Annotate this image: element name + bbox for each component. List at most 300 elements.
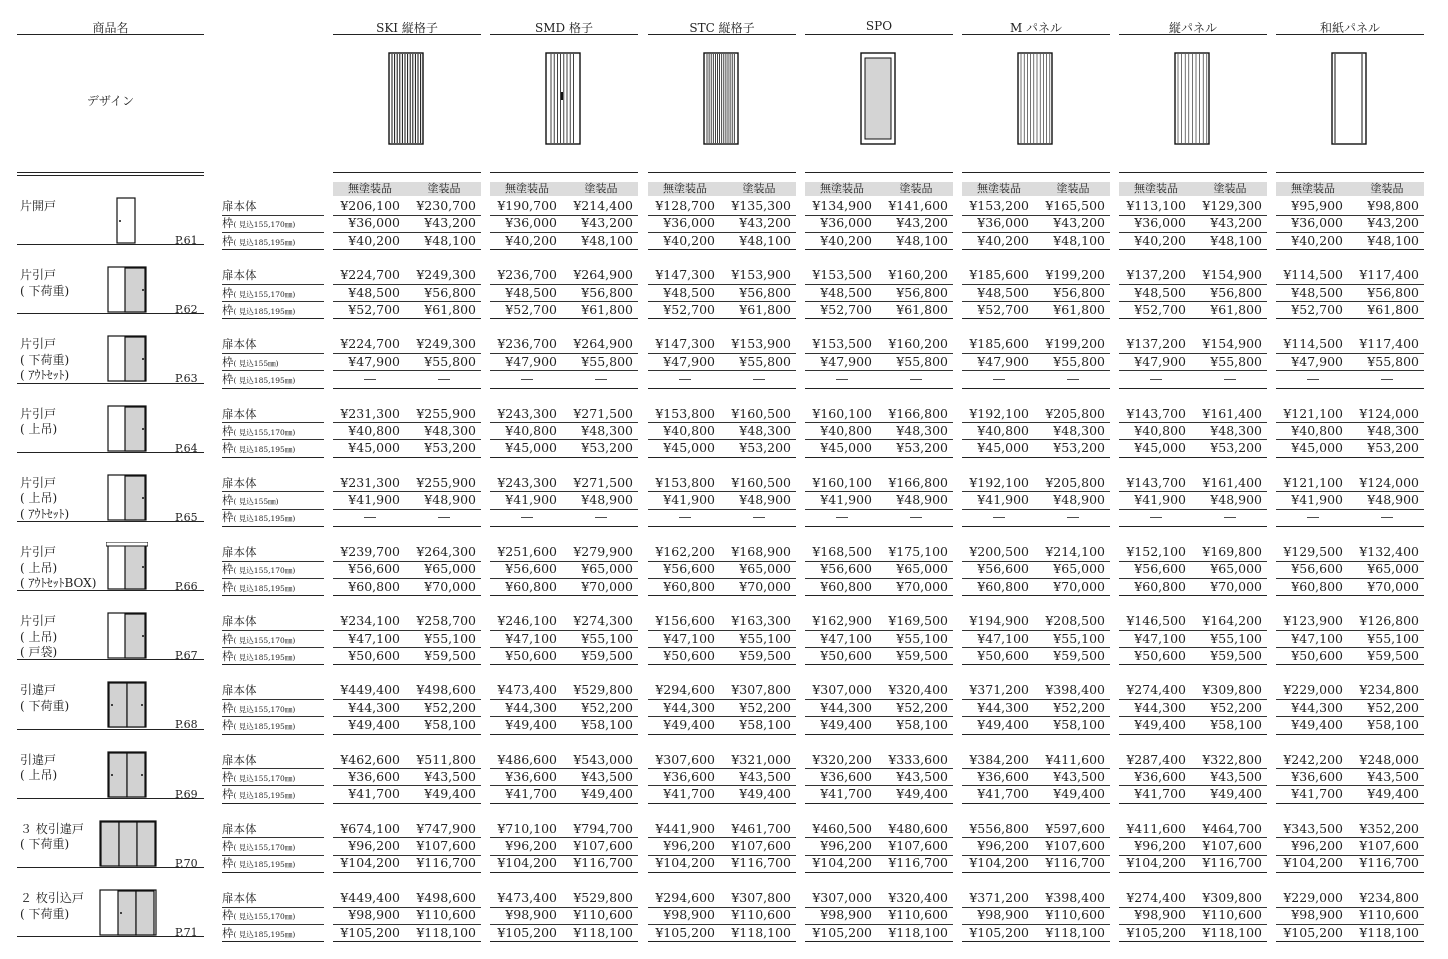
painted-price: ¥249,300 [416, 336, 476, 352]
row-label-rule [222, 318, 324, 319]
design-bottom-rule [1119, 172, 1267, 173]
unpainted-price: ¥229,000 [1283, 682, 1343, 698]
door-design-svg [1017, 52, 1055, 146]
painted-price: ¥110,600 [731, 907, 791, 923]
painted-price: ¥255,900 [416, 474, 476, 490]
row-label [222, 891, 257, 905]
unpainted-price: ¥104,200 [497, 855, 557, 871]
row-label-rule [222, 526, 324, 527]
painted-price: ¥511,800 [416, 751, 476, 767]
price-row-rule [490, 388, 638, 389]
price-row-rule [1119, 249, 1267, 250]
unpainted-price: ¥44,300 [505, 699, 557, 715]
design-bottom-rule [962, 172, 1110, 173]
painted-price: ¥49,400 [424, 786, 476, 802]
unpainted-price: ¥41,900 [505, 492, 557, 508]
row-label [222, 632, 295, 648]
painted-price: ― [910, 372, 922, 386]
painted-price: ¥49,400 [1053, 786, 1105, 802]
unpainted-price: ¥52,700 [348, 301, 400, 317]
row-label-main: 扉本体 [222, 475, 257, 490]
painted-price: ¥118,100 [888, 924, 948, 940]
painted-price: ¥597,600 [1045, 820, 1105, 836]
painted-price: ― [1224, 510, 1236, 525]
unpainted-price: ¥224,700 [340, 336, 400, 352]
painted-price: ¥49,400 [1367, 786, 1419, 802]
unpainted-price: ¥231,300 [340, 405, 400, 421]
unpainted-label: 無塗装品 [348, 182, 392, 195]
price-row-rule [490, 249, 638, 250]
row-label-main: 枠 [222, 856, 234, 871]
row-label-main: 枠 [222, 787, 234, 802]
bottom-rule-design [17, 172, 204, 173]
unpainted-price: ¥343,500 [1283, 820, 1343, 836]
painted-price: ¥43,500 [581, 768, 633, 784]
unpainted-price: ¥239,700 [340, 544, 400, 559]
painted-price: ¥794,700 [573, 820, 633, 836]
unpainted-price: ¥49,400 [505, 717, 557, 732]
painted-price: ¥43,500 [424, 768, 476, 784]
price-row-rule [805, 803, 953, 804]
painted-price: ¥116,700 [573, 855, 633, 871]
painted-price: ¥65,000 [581, 561, 633, 577]
painted-price: ¥48,300 [896, 422, 948, 438]
painted-price: ― [753, 372, 765, 386]
unpainted-price: ¥147,300 [655, 267, 715, 283]
unpainted-price: ¥556,800 [969, 820, 1029, 836]
price-row-rule [1276, 457, 1424, 458]
unpainted-price: ¥45,000 [663, 440, 715, 456]
painted-price: ¥55,800 [1367, 353, 1419, 369]
product-name-line: ( 下荷重) [20, 352, 70, 367]
unpainted-price: ¥44,300 [977, 699, 1029, 715]
unpainted-price: ¥152,100 [1126, 544, 1186, 559]
unpainted-price: ¥47,100 [1134, 630, 1186, 646]
unpainted-price: ¥40,800 [505, 422, 557, 438]
unpainted-price: ¥307,000 [812, 682, 872, 698]
painted-price: ¥65,000 [739, 561, 791, 577]
row-label-main: 枠 [222, 908, 234, 923]
price-row-rule [1276, 803, 1424, 804]
door-type-svg [106, 196, 148, 246]
row-label [222, 286, 295, 302]
unpainted-price: ¥45,000 [1291, 440, 1343, 456]
finish-subheader [490, 182, 638, 196]
unpainted-price: ¥36,000 [820, 215, 872, 231]
unpainted-price: ¥36,600 [1134, 768, 1186, 784]
price-row-rule [805, 595, 953, 596]
unpainted-price: ― [1307, 372, 1319, 386]
unpainted-price: ¥162,200 [655, 544, 715, 559]
painted-price: ¥48,900 [896, 492, 948, 508]
painted-price: ¥116,700 [888, 855, 948, 871]
painted-price: ¥175,100 [888, 544, 948, 559]
painted-price: ¥161,400 [1202, 405, 1262, 421]
painted-price: ¥160,500 [731, 474, 791, 490]
unpainted-price: ¥49,400 [1134, 717, 1186, 732]
product-name-line: ( 戸袋) [20, 645, 58, 660]
unpainted-price: ¥47,100 [505, 630, 557, 646]
unpainted-price: ¥56,600 [348, 561, 400, 577]
finish-subheader [805, 182, 953, 196]
painted-label: 塗装品 [1056, 182, 1090, 195]
unpainted-price: ¥231,300 [340, 474, 400, 490]
unpainted-price: ¥44,300 [348, 699, 400, 715]
unpainted-price: ¥40,200 [1291, 232, 1343, 248]
painted-price: ¥116,700 [1045, 855, 1105, 871]
unpainted-price: ¥274,400 [1126, 682, 1186, 698]
unpainted-price: ¥160,100 [812, 474, 872, 490]
unpainted-price: ¥52,700 [505, 301, 557, 317]
row-label-rule [222, 595, 324, 596]
product-name-line: ３ 枚引違戸 [20, 821, 84, 836]
unpainted-price: ¥50,600 [977, 647, 1029, 663]
product-name-line: ( 上吊) [20, 560, 58, 575]
painted-price: ¥107,600 [888, 838, 948, 854]
row-label-note: ( 見込185,195㎜) [233, 237, 296, 247]
unpainted-price: ¥105,200 [1283, 924, 1343, 940]
row-label-main: 枠 [222, 579, 234, 594]
unpainted-price: ¥36,600 [1291, 768, 1343, 784]
painted-price: ― [910, 510, 922, 525]
design-drawing-dense-vertical-icon [388, 52, 426, 146]
painted-price: ¥118,100 [1359, 924, 1419, 940]
unpainted-price: ¥121,100 [1283, 474, 1343, 490]
painted-price: ¥164,200 [1202, 613, 1262, 629]
price-row-rule [805, 941, 953, 942]
row-label-note: ( 見込155,170㎜) [233, 912, 296, 922]
painted-price: ¥59,500 [1053, 647, 1105, 663]
row-label-main: 枠 [222, 510, 234, 525]
unpainted-price: ¥143,700 [1126, 405, 1186, 421]
painted-price: ¥135,300 [731, 198, 791, 213]
price-row-rule [1276, 941, 1424, 942]
price-row-rule [962, 872, 1110, 873]
unpainted-price: ― [364, 372, 376, 386]
row-label [222, 614, 257, 628]
unpainted-price: ¥294,600 [655, 682, 715, 698]
unpainted-price: ¥50,600 [820, 647, 872, 663]
unpainted-price: ¥50,600 [348, 647, 400, 663]
unpainted-price: ¥49,400 [348, 717, 400, 732]
painted-price: ¥48,900 [424, 492, 476, 508]
unpainted-price: ¥123,900 [1283, 613, 1343, 629]
unpainted-price: ¥41,700 [505, 786, 557, 802]
design-name: 和紙パネル [1319, 21, 1380, 35]
product-name-line: 片引戸 [20, 545, 57, 559]
unpainted-price: ¥128,700 [655, 198, 715, 213]
door-type-swing-icon [106, 196, 148, 246]
unpainted-price: ¥50,600 [663, 647, 715, 663]
design-name: 縦パネル [1168, 21, 1217, 35]
price-row-rule [1119, 872, 1267, 873]
row-label-note: ( 見込185,195㎜) [233, 514, 296, 524]
painted-price: ¥53,200 [1210, 440, 1262, 456]
painted-price: ¥264,900 [573, 336, 633, 352]
product-name-line: ( ｱｳﾄｾｯﾄ) [20, 368, 70, 383]
unpainted-price: ¥200,500 [969, 544, 1029, 559]
painted-price: ¥55,800 [739, 353, 791, 369]
unpainted-price: ¥251,600 [497, 544, 557, 559]
unpainted-price: ¥48,500 [820, 284, 872, 300]
row-label-note: ( 見込155,170㎜) [233, 427, 296, 437]
row-label [222, 372, 295, 388]
painted-price: ¥230,700 [416, 198, 476, 213]
unpainted-price: ¥287,400 [1126, 751, 1186, 767]
painted-price: ¥56,800 [739, 284, 791, 300]
unpainted-price: ¥40,200 [663, 232, 715, 248]
unpainted-price: ¥294,600 [655, 890, 715, 905]
door-type-slide-icon [106, 611, 148, 661]
unpainted-price: ¥674,100 [340, 820, 400, 836]
price-row-rule [805, 664, 953, 665]
row-label-main: 扉本体 [222, 821, 257, 836]
price-row-rule [962, 249, 1110, 250]
painted-label: 塗装品 [584, 182, 618, 195]
painted-price: ¥117,400 [1359, 267, 1419, 283]
unpainted-price: ¥190,700 [497, 198, 557, 213]
door-type-slide-box-icon [106, 542, 148, 592]
product-name-line: ( ｱｳﾄｾｯﾄBOX) [20, 576, 97, 590]
unpainted-price: ¥45,000 [977, 440, 1029, 456]
row-label-main: 枠 [222, 216, 234, 231]
row-label-main: 枠 [222, 372, 234, 386]
price-row-rule [1276, 595, 1424, 596]
design-name: SMD 格子 [535, 21, 593, 35]
row-label-main: 枠 [222, 354, 234, 369]
row-label-note: ( 見込185,195㎜) [233, 652, 296, 662]
painted-label: 塗装品 [427, 182, 461, 195]
catalog-page-ref: P.68 [175, 718, 198, 732]
painted-price: ¥48,100 [1210, 232, 1262, 248]
door-type-svg [106, 265, 148, 315]
price-row-rule [1119, 457, 1267, 458]
price-row-rule [962, 457, 1110, 458]
unpainted-price: ¥234,100 [340, 613, 400, 629]
product-name-line: 片引戸 [20, 475, 57, 490]
product-name-rule [17, 729, 204, 730]
row-label-main: 枠 [222, 285, 234, 300]
unpainted-price: ¥40,200 [977, 232, 1029, 248]
unpainted-price: ¥56,600 [1291, 561, 1343, 577]
painted-price: ¥309,800 [1202, 890, 1262, 905]
unpainted-price: ― [364, 510, 376, 525]
design-bottom-rule [805, 172, 953, 173]
painted-price: ¥279,900 [573, 544, 633, 559]
unpainted-price: ¥60,800 [348, 578, 400, 594]
painted-price: ¥321,000 [731, 751, 791, 767]
painted-price: ¥153,900 [731, 336, 791, 352]
catalog-page-ref: P.62 [175, 303, 198, 317]
painted-price: ¥43,200 [896, 215, 948, 231]
unpainted-price: ¥114,500 [1283, 336, 1343, 352]
unpainted-price: ¥104,200 [340, 855, 400, 871]
painted-price: ¥116,700 [1202, 855, 1262, 871]
product-name-rule [17, 175, 204, 176]
unpainted-price: ¥36,600 [663, 768, 715, 784]
price-row-rule [648, 734, 796, 735]
door-type-slide-icon [106, 334, 148, 384]
painted-price: ¥480,600 [888, 820, 948, 836]
row-label-rule [222, 803, 324, 804]
painted-price: ¥110,600 [1359, 907, 1419, 923]
painted-price: ¥274,300 [573, 613, 633, 629]
row-label-rule [222, 941, 324, 942]
painted-price: ¥49,400 [1210, 786, 1262, 802]
painted-price: ¥248,000 [1359, 751, 1419, 767]
painted-price: ¥52,200 [739, 699, 791, 715]
unpainted-price: ¥153,500 [812, 336, 872, 352]
price-row-rule [648, 526, 796, 527]
painted-price: ¥48,100 [739, 232, 791, 248]
unpainted-price: ¥98,900 [1291, 907, 1343, 923]
painted-price: ¥70,000 [1053, 578, 1105, 594]
unpainted-price: ¥41,700 [820, 786, 872, 802]
price-row-rule [1119, 664, 1267, 665]
painted-price: ¥70,000 [896, 578, 948, 594]
painted-price: ¥52,200 [1053, 699, 1105, 715]
row-label-note: ( 見込185,195㎜) [233, 445, 296, 455]
painted-price: ¥498,600 [416, 890, 476, 905]
unpainted-price: ¥98,900 [348, 907, 400, 923]
product-name-rule [17, 867, 204, 868]
painted-price: ¥129,300 [1202, 198, 1262, 213]
row-label-main: 枠 [222, 700, 234, 715]
painted-price: ¥48,100 [581, 232, 633, 248]
unpainted-price: ¥45,000 [505, 440, 557, 456]
product-name-line: ( 下荷重) [20, 837, 70, 852]
unpainted-price: ¥236,700 [497, 336, 557, 352]
painted-price: ¥61,800 [424, 301, 476, 317]
unpainted-price: ― [836, 372, 848, 386]
row-label-main: 枠 [222, 631, 234, 646]
painted-price: ¥55,100 [739, 630, 791, 646]
unpainted-price: ¥134,900 [812, 198, 872, 213]
painted-price: ¥107,600 [573, 838, 633, 854]
unpainted-price: ¥104,200 [1283, 855, 1343, 871]
door-design-svg [1174, 52, 1212, 146]
row-label-rule [222, 388, 324, 389]
finish-subheader [1276, 182, 1424, 196]
row-label-note: ( 見込185,195㎜) [233, 860, 296, 870]
painted-price: ¥498,600 [416, 682, 476, 698]
price-row-rule [1276, 388, 1424, 389]
unpainted-price: ¥49,400 [820, 717, 872, 732]
catalog-page-ref: P.63 [175, 372, 198, 386]
painted-price: ¥271,500 [573, 474, 633, 490]
painted-price: ¥52,200 [1210, 699, 1262, 715]
unpainted-price: ― [1307, 510, 1319, 525]
design-drawing-glass-panel-icon [860, 52, 898, 146]
unpainted-price: ¥449,400 [340, 890, 400, 905]
painted-price: ¥55,100 [1053, 630, 1105, 646]
painted-price: ¥110,600 [573, 907, 633, 923]
painted-price: ¥461,700 [731, 820, 791, 836]
unpainted-price: ¥60,800 [1134, 578, 1186, 594]
design-name: SKI 縦格子 [376, 21, 438, 35]
product-name-line: ( 上吊) [20, 768, 58, 783]
unpainted-price: ¥384,200 [969, 751, 1029, 767]
painted-price: ¥59,500 [896, 647, 948, 663]
door-type-double-icon [106, 750, 148, 800]
unpainted-price: ¥105,200 [655, 924, 715, 940]
price-row-rule [1276, 318, 1424, 319]
price-row-rule [648, 872, 796, 873]
price-row-rule [333, 249, 481, 250]
unpainted-price: ¥41,900 [820, 492, 872, 508]
row-label [222, 770, 295, 786]
price-row-rule [962, 803, 1110, 804]
price-row-rule [1119, 526, 1267, 527]
unpainted-price: ¥185,600 [969, 267, 1029, 283]
unpainted-price: ¥47,900 [1291, 353, 1343, 369]
design-bottom-rule [333, 172, 481, 173]
unpainted-price: ¥473,400 [497, 890, 557, 905]
unpainted-price: ¥47,100 [820, 630, 872, 646]
painted-price: ¥199,200 [1045, 267, 1105, 283]
painted-price: ¥61,800 [581, 301, 633, 317]
unpainted-price: ¥48,500 [663, 284, 715, 300]
painted-price: ¥65,000 [1367, 561, 1419, 577]
unpainted-price: ¥48,500 [977, 284, 1029, 300]
painted-price: ¥58,100 [1053, 717, 1105, 732]
product-name-line: 片引戸 [20, 268, 57, 283]
painted-price: ¥110,600 [1045, 907, 1105, 923]
door-type-slide-icon [106, 404, 148, 454]
row-label-note: ( 見込155㎜) [233, 358, 279, 368]
row-label [222, 856, 295, 872]
price-row-rule [1276, 526, 1424, 527]
unpainted-price: ― [1150, 372, 1162, 386]
painted-price: ¥118,100 [1045, 924, 1105, 940]
unpainted-price: ¥52,700 [820, 301, 872, 317]
unpainted-price: ¥137,200 [1126, 336, 1186, 352]
painted-price: ¥110,600 [416, 907, 476, 923]
door-design-svg [860, 52, 898, 146]
door-type-svg [98, 819, 158, 869]
price-row-rule [333, 803, 481, 804]
painted-price: ¥43,500 [1210, 768, 1262, 784]
design-name: M パネル [1009, 21, 1063, 35]
unpainted-price: ¥40,200 [348, 232, 400, 248]
painted-price: ¥118,100 [416, 924, 476, 940]
price-row-rule [1276, 734, 1424, 735]
painted-price: ¥264,900 [573, 267, 633, 283]
painted-price: ¥166,800 [888, 474, 948, 490]
unpainted-price: ¥36,000 [505, 215, 557, 231]
unpainted-price: ¥36,000 [1134, 215, 1186, 231]
painted-price: ¥48,900 [1053, 492, 1105, 508]
unpainted-price: ― [836, 510, 848, 525]
painted-price: ― [595, 510, 607, 525]
painted-price: ¥747,900 [416, 820, 476, 836]
painted-price: ¥234,800 [1359, 890, 1419, 905]
painted-price: ― [1067, 372, 1079, 386]
row-label [222, 234, 295, 250]
door-design-svg [545, 52, 583, 146]
unpainted-price: ¥52,700 [977, 301, 1029, 317]
painted-price: ¥58,100 [581, 717, 633, 732]
row-label [222, 493, 279, 509]
row-label-main: 枠 [222, 423, 234, 438]
product-bottom-rule [17, 936, 204, 937]
painted-price: ¥55,800 [1210, 353, 1262, 369]
row-label-main: 枠 [222, 493, 234, 508]
unpainted-price: ¥160,100 [812, 405, 872, 421]
unpainted-price: ¥40,800 [977, 422, 1029, 438]
unpainted-price: ¥153,200 [969, 198, 1029, 213]
painted-price: ¥52,200 [424, 699, 476, 715]
